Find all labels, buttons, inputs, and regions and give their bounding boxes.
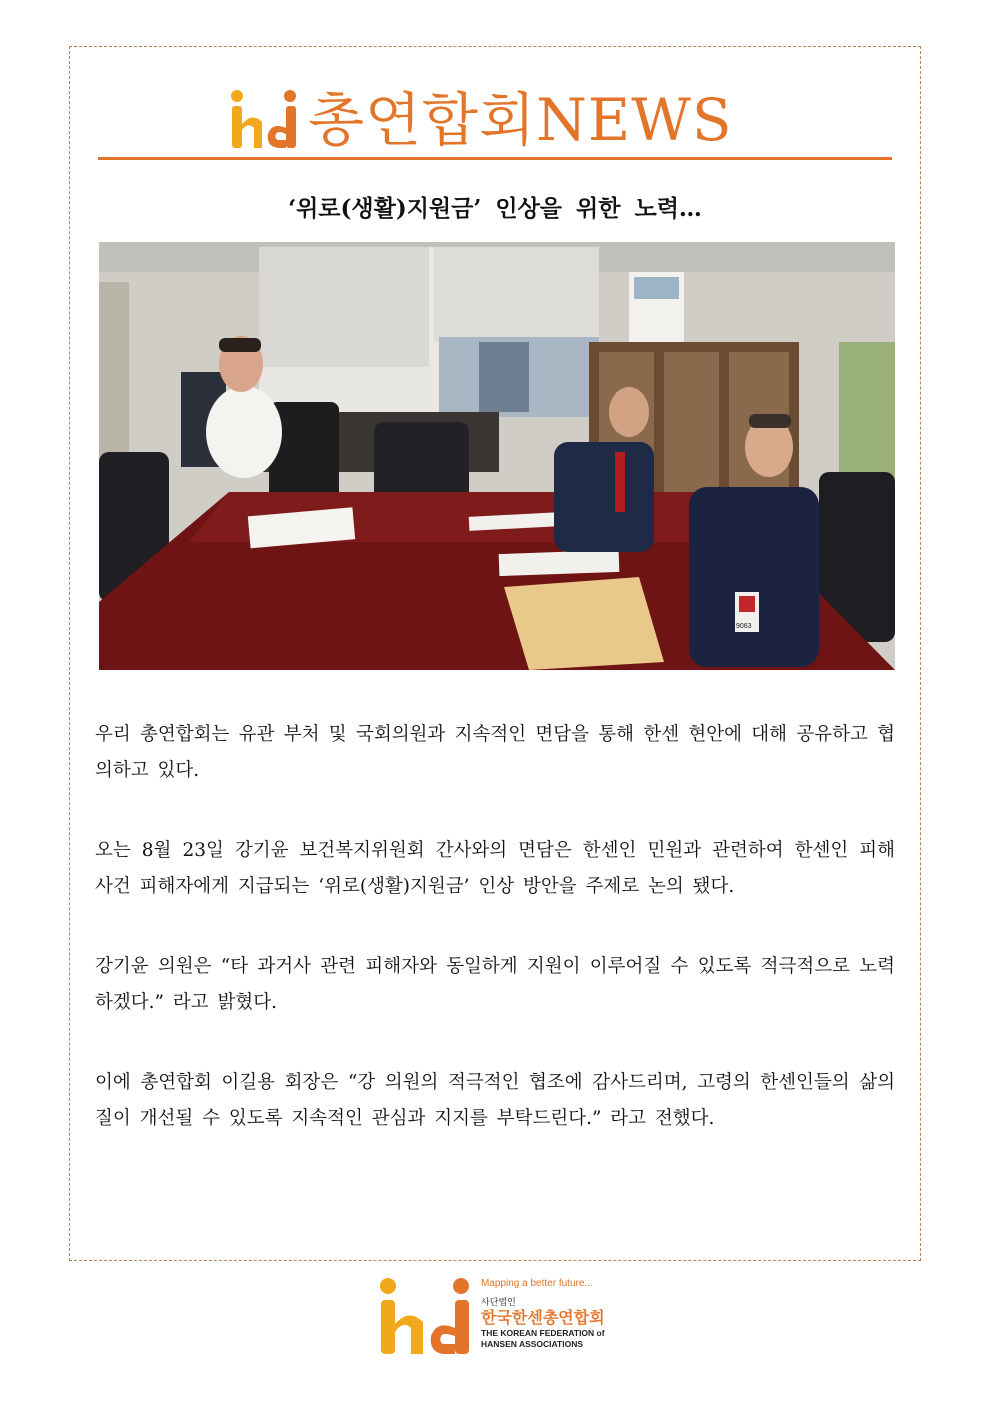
footer-org-name-ko: 한국한센총연합회 [481,1308,605,1327]
paragraph-2: 오는 8월 23일 강기윤 보건복지위원회 간사와의 면담은 한센인 민원과 관련하여 한센인 피해 사건 피해자에게 지급되는 ‘위로(생활)지원금’ 인상 방안을 주제로 논의 됐다. [95,840,895,897]
hd-logo-icon [228,88,300,150]
footer-org-name-en-2: HANSEN ASSOCIATIONS [481,1339,584,1349]
article-headline: ‘위로(생활)지원금’ 인상을 위한 노력… [288,195,702,222]
badge-number: 9063 [736,623,752,630]
header-divider [98,157,892,160]
paragraph-3: 강기윤 의원은 “타 과거사 관련 피해자와 동일하게 지원이 이루어질 수 있도록 적극적으로 노력하겠다.” 라고 밝혔다. [95,956,895,1013]
footer-org [481,1278,605,1350]
page-title: 총연합회NEWS [308,86,733,154]
paragraph-1: 우리 총연합회는 유관 부처 및 국회의원과 지속적인 면담을 통해 한센 현안에 대해 공유하고 협의하고 있다. [95,724,895,781]
footer-org-type: 사단법인 [481,1297,516,1307]
article-body [95,717,895,1181]
footer-org-name-en-1: THE KOREAN FEDERATION of [481,1328,605,1338]
footer-tagline: Mapping a better future... [481,1278,593,1289]
meeting-photo [99,242,895,670]
paragraph-4: 이에 총연합회 이길용 회장은 “강 의원의 적극적인 협조에 감사드리며, 고령의 한센인들의 삶의 질이 개선될 수 있도록 지속적인 관심과 지지를 부탁드린다.” 라고 전했다. [95,1072,895,1129]
footer-hd-logo-icon [375,1276,475,1356]
